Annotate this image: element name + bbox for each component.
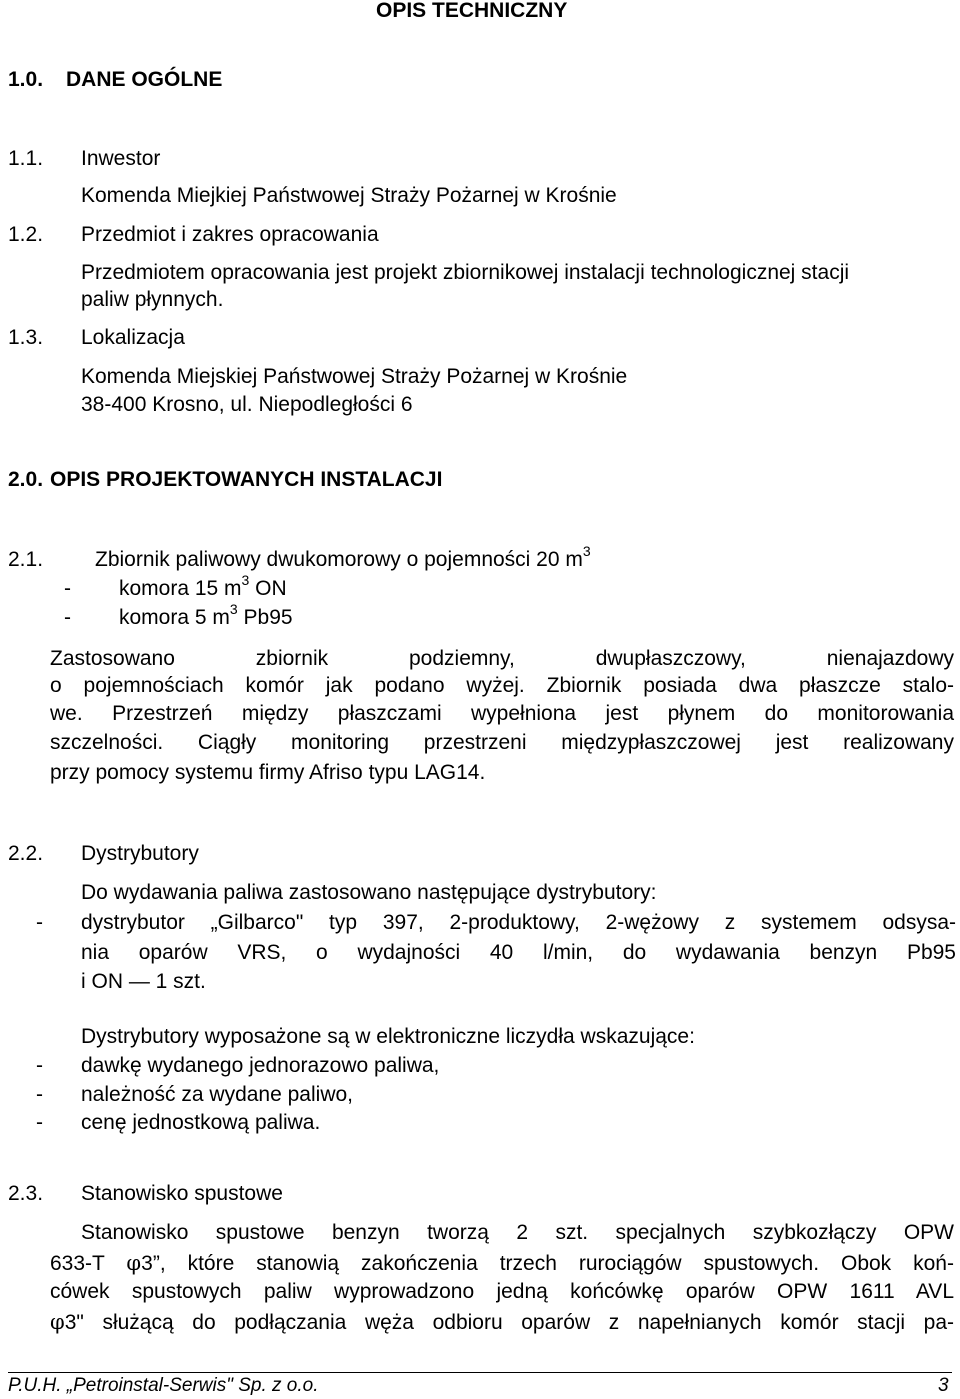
location-line-2: 38-400 Krosno, ul. Niepodległości 6: [81, 393, 413, 416]
counter-item-amount: należność za wydane paliwo,: [81, 1083, 353, 1106]
unloading-line-4: φ3" służącą do podłączania węża odbioru oparów z napełnianych komór stacji pa-: [50, 1310, 954, 1334]
dispensers-intro: Do wydawania paliwa zastosowano następujące dystrybutory:: [81, 881, 657, 904]
counters-intro: Dystrybutory wyposażone są w elektroniczne liczydła wskazujące:: [81, 1025, 695, 1048]
tank-paragraph-line-2: o pojemnościach komór jak podano wyżej. Zbiornik posiada dwa płaszcze stalo-: [50, 674, 954, 697]
unloading-line-2: 633-T φ3”, które stanowią zakończenia trzech rurociągów spustowych. Obok koń-: [50, 1251, 954, 1275]
footer-company: P.U.H. „Petroinstal-Serwis" Sp. z o.o.: [8, 1375, 319, 1396]
list-bullet: -: [36, 1054, 43, 1077]
section-2-3-number: 2.3.: [8, 1182, 44, 1205]
list-bullet: -: [64, 606, 71, 629]
section-2-2-heading: Dystrybutory: [81, 842, 199, 865]
section-1-2-number: 1.2.: [8, 223, 44, 246]
section-2-1-heading: Zbiornik paliwowy dwukomorowy o pojemności 20 $m^3$: [95, 543, 591, 571]
footer-page-number: 3: [938, 1375, 949, 1396]
investor-text: Komenda Miejkiej Państwowej Straży Pożarnej w Krośnie: [81, 184, 617, 207]
section-1-3-heading: Lokalizacja: [81, 326, 185, 349]
list-bullet: -: [36, 1083, 43, 1106]
dispenser-line-1: dystrybutor „Gilbarco" typ 397, 2-produktowy, 2-wężowy z systemem odsysa-: [81, 911, 956, 934]
section-1-heading: DANE OGÓLNE: [66, 68, 223, 91]
tank-paragraph-line-1: Zastosowano zbiornik podziemny, dwupłaszczowy, nienajazdowy: [50, 647, 954, 670]
section-1-3-number: 1.3.: [8, 326, 44, 349]
section-2-3-heading: Stanowisko spustowe: [81, 1182, 283, 1205]
tank-paragraph-line-3: we. Przestrzeń między płaszczami wypełniona jest płynem do monitorowania: [50, 702, 954, 725]
scope-line-2: paliw płynnych.: [81, 288, 224, 311]
location-line-1: Komenda Miejskiej Państwowej Straży Pożarnej w Krośnie: [81, 365, 628, 388]
list-bullet: -: [36, 911, 43, 934]
unloading-line-3: cówek spustowych paliw wyprowadzono jedną końcówkę oparów OPW 1611 AVL: [50, 1280, 954, 1303]
dispenser-line-2: nia oparów VRS, o wydajności 40 l/min, do wydawania benzyn Pb95: [81, 941, 956, 964]
section-1-2-heading: Przedmiot i zakres opracowania: [81, 223, 379, 246]
tank-paragraph-line-5: przy pomocy systemu firmy Afriso typu LAG14.: [50, 761, 486, 784]
section-1-number: 1.0.: [8, 68, 44, 91]
section-2-number: 2.0.: [8, 468, 44, 491]
counter-item-dose: dawkę wydanego jednorazowo paliwa,: [81, 1054, 440, 1077]
section-2-heading: OPIS PROJEKTOWANYCH INSTALACJI: [50, 468, 443, 491]
counter-item-price: cenę jednostkową paliwa.: [81, 1111, 321, 1134]
tank-chamber-1: komora 15 $m^3$ ON: [119, 572, 287, 600]
scope-line-1: Przedmiotem opracowania jest projekt zbiornikowej instalacji technologicznej stacji: [81, 261, 850, 284]
section-2-1-number: 2.1.: [8, 548, 44, 571]
section-2-2-number: 2.2.: [8, 842, 44, 865]
document-title: OPIS TECHNICZNY: [376, 0, 568, 22]
tank-paragraph-line-4: szczelności. Ciągły monitoring przestrzeni międzypłaszczowej jest realizowany: [50, 731, 954, 754]
tank-chamber-2: komora 5 $m^3$ Pb95: [119, 601, 293, 629]
section-1-1-heading: Inwestor: [81, 147, 161, 170]
section-1-1-number: 1.1.: [8, 147, 44, 170]
dispenser-line-3: i ON — 1 szt.: [81, 970, 206, 993]
list-bullet: -: [64, 577, 71, 600]
unloading-line-1: Stanowisko spustowe benzyn tworzą 2 szt. specjalnych szybkozłączy OPW: [81, 1221, 954, 1244]
list-bullet: -: [36, 1111, 43, 1134]
